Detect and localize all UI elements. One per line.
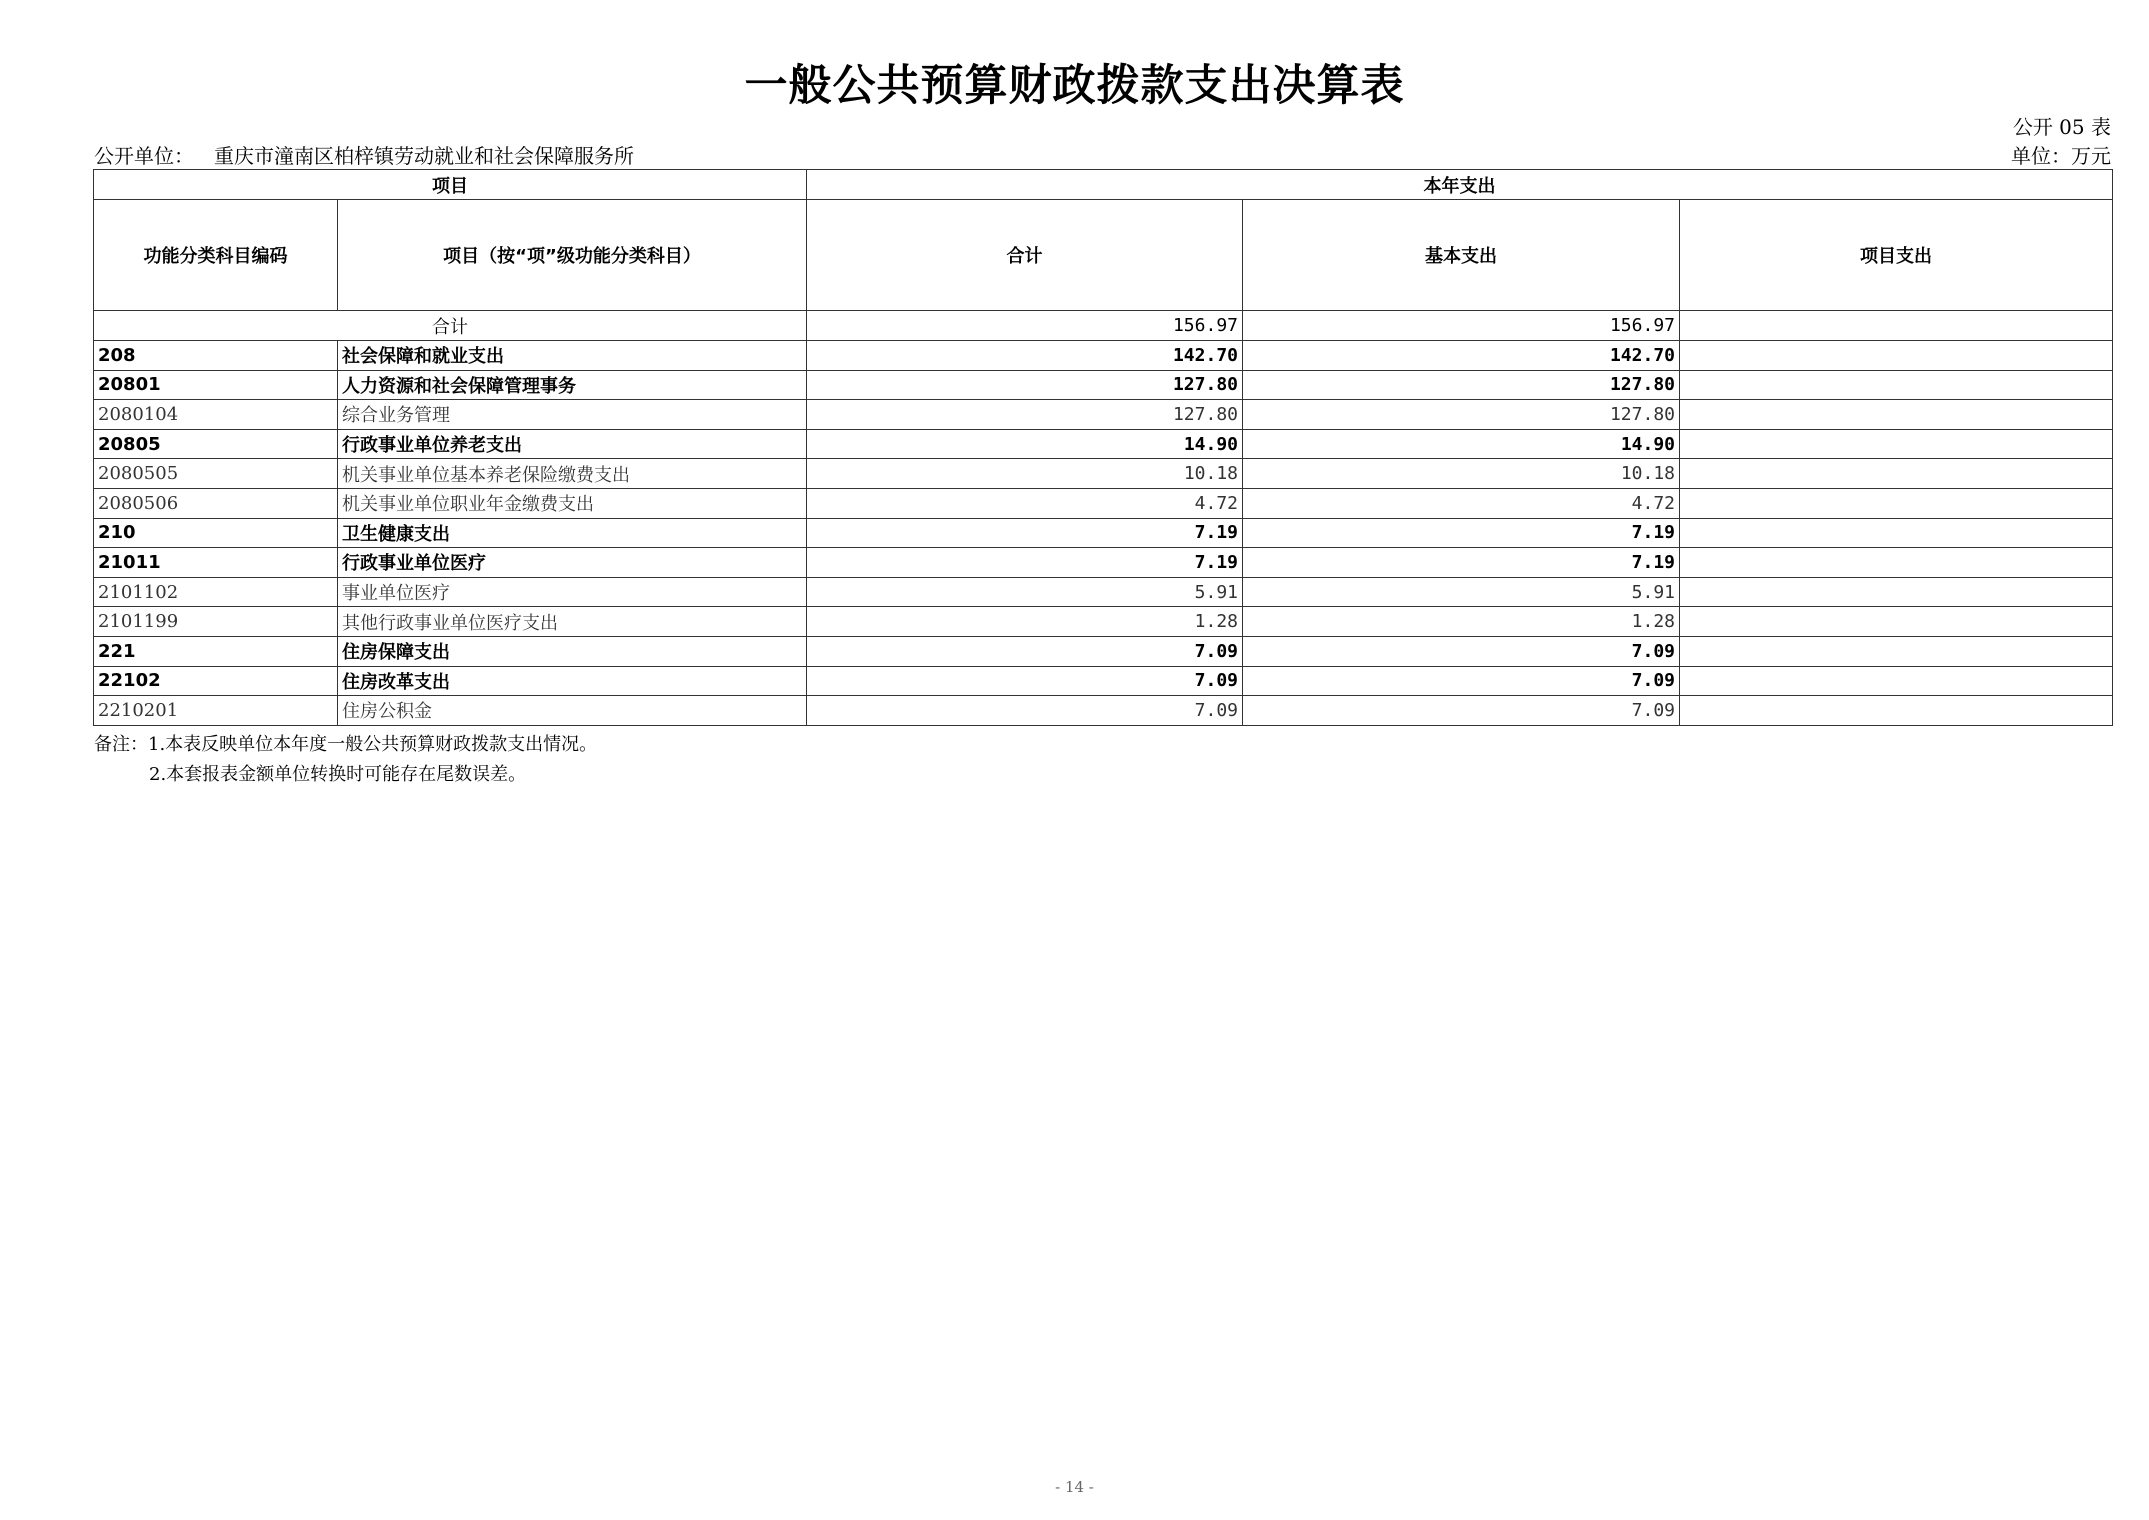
table-row xyxy=(94,341,2113,371)
row-name: 机关事业单位基本养老保险缴费支出 xyxy=(338,459,807,489)
reporting-unit xyxy=(94,140,634,169)
row-project xyxy=(1680,666,2113,696)
reporting-unit-label: 公开单位： xyxy=(94,144,194,168)
row-basic: 142.70 xyxy=(1243,341,1680,371)
header-basic: 基本支出 xyxy=(1243,200,1680,311)
row-total: 5.91 xyxy=(807,577,1243,607)
row-total: 127.80 xyxy=(807,400,1243,430)
row-code: 221 xyxy=(94,636,338,666)
table-row xyxy=(94,696,2113,726)
row-name: 住房公积金 xyxy=(338,696,807,726)
row-basic: 7.09 xyxy=(1243,666,1680,696)
row-basic: 10.18 xyxy=(1243,459,1680,489)
notes xyxy=(94,730,597,790)
row-code: 2080104 xyxy=(94,400,338,430)
row-name: 综合业务管理 xyxy=(338,400,807,430)
table-row xyxy=(94,666,2113,696)
row-code: 2101199 xyxy=(94,607,338,637)
form-number: 公开 05 表 xyxy=(2012,115,2111,139)
note-line-2: 2.本套报表金额单位转换时可能存在尾数误差。 xyxy=(149,764,527,785)
header-column-row xyxy=(94,200,2113,311)
row-code: 2101102 xyxy=(94,577,338,607)
row-project xyxy=(1680,459,2113,489)
table-row xyxy=(94,607,2113,637)
row-code: 22102 xyxy=(94,666,338,696)
row-basic: 7.19 xyxy=(1243,518,1680,548)
row-project xyxy=(1680,429,2113,459)
row-total: 10.18 xyxy=(807,459,1243,489)
header-project: 项目支出 xyxy=(1680,200,2113,311)
row-basic: 7.19 xyxy=(1243,548,1680,578)
row-basic: 1.28 xyxy=(1243,607,1680,637)
table-row xyxy=(94,429,2113,459)
currency-unit: 单位：万元 xyxy=(2011,144,2111,168)
table-row xyxy=(94,577,2113,607)
row-project xyxy=(1680,548,2113,578)
row-basic: 4.72 xyxy=(1243,488,1680,518)
header-total: 合计 xyxy=(807,200,1243,311)
row-total: 1.28 xyxy=(807,607,1243,637)
total-basic-amount: 156.97 xyxy=(1243,311,1680,341)
table-row xyxy=(94,459,2113,489)
row-project xyxy=(1680,518,2113,548)
table-row xyxy=(94,400,2113,430)
total-label: 合计 xyxy=(94,311,807,341)
row-code: 208 xyxy=(94,341,338,371)
header-item-group: 项目 xyxy=(94,170,807,200)
row-total: 7.09 xyxy=(807,696,1243,726)
row-basic: 127.80 xyxy=(1243,370,1680,400)
total-project-amount xyxy=(1680,311,2113,341)
row-name: 人力资源和社会保障管理事务 xyxy=(338,370,807,400)
row-total: 7.09 xyxy=(807,636,1243,666)
header-name: 项目（按“项”级功能分类科目） xyxy=(338,200,807,311)
row-name: 卫生健康支出 xyxy=(338,518,807,548)
table-row xyxy=(94,518,2113,548)
row-basic: 7.09 xyxy=(1243,636,1680,666)
row-basic: 14.90 xyxy=(1243,429,1680,459)
total-row xyxy=(94,311,2113,341)
page-title: 一般公共预算财政拨款支出决算表 xyxy=(744,61,1405,111)
row-code: 21011 xyxy=(94,548,338,578)
row-total: 142.70 xyxy=(807,341,1243,371)
row-project xyxy=(1680,488,2113,518)
header-expense-group: 本年支出 xyxy=(807,170,2113,200)
reporting-unit-name: 重庆市潼南区柏梓镇劳动就业和社会保障服务所 xyxy=(214,144,634,168)
table-row xyxy=(94,636,2113,666)
row-name: 行政事业单位养老支出 xyxy=(338,429,807,459)
row-project xyxy=(1680,341,2113,371)
row-name: 机关事业单位职业年金缴费支出 xyxy=(338,488,807,518)
row-project xyxy=(1680,400,2113,430)
row-total: 14.90 xyxy=(807,429,1243,459)
row-code: 210 xyxy=(94,518,338,548)
note-line-1: 备注：1.本表反映单位本年度一般公共预算财政拨款支出情况。 xyxy=(94,734,598,755)
row-name: 社会保障和就业支出 xyxy=(338,341,807,371)
row-basic: 7.09 xyxy=(1243,696,1680,726)
row-name: 事业单位医疗 xyxy=(338,577,807,607)
row-total: 7.19 xyxy=(807,518,1243,548)
row-code: 2080505 xyxy=(94,459,338,489)
row-project xyxy=(1680,636,2113,666)
row-total: 7.09 xyxy=(807,666,1243,696)
unit-info-row xyxy=(94,140,2111,168)
row-code: 2210201 xyxy=(94,696,338,726)
row-basic: 5.91 xyxy=(1243,577,1680,607)
expenditure-table xyxy=(93,169,2113,726)
table-row xyxy=(94,370,2113,400)
row-code: 2080506 xyxy=(94,488,338,518)
page-number: - 14 - xyxy=(1055,1478,1094,1496)
table-row xyxy=(94,548,2113,578)
row-code: 20805 xyxy=(94,429,338,459)
header-code: 功能分类科目编码 xyxy=(94,200,338,311)
row-name: 行政事业单位医疗 xyxy=(338,548,807,578)
row-name: 住房保障支出 xyxy=(338,636,807,666)
row-total: 127.80 xyxy=(807,370,1243,400)
row-project xyxy=(1680,607,2113,637)
row-name: 其他行政事业单位医疗支出 xyxy=(338,607,807,637)
row-total: 7.19 xyxy=(807,548,1243,578)
row-project xyxy=(1680,696,2113,726)
row-name: 住房改革支出 xyxy=(338,666,807,696)
row-code: 20801 xyxy=(94,370,338,400)
row-project xyxy=(1680,577,2113,607)
total-amount: 156.97 xyxy=(807,311,1243,341)
header-group-row xyxy=(94,170,2113,200)
row-basic: 127.80 xyxy=(1243,400,1680,430)
row-project xyxy=(1680,370,2113,400)
table-row xyxy=(94,488,2113,518)
row-total: 4.72 xyxy=(807,488,1243,518)
